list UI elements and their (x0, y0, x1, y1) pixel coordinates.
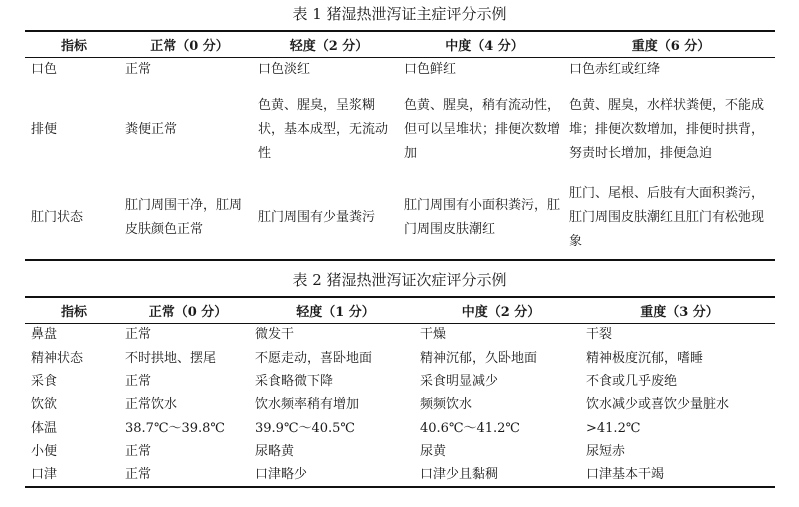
table-cell: 口色鲜红 (404, 61, 457, 77)
table-cell-indicator: 饮欲 (31, 397, 58, 413)
table-cell: 色黄、腥臭，水样状粪便，不能成堆；排便次数增加，排便时拱背，努责时长增加，排便急迫 (569, 97, 765, 161)
table-cell: 口色赤红或红绛 (569, 61, 661, 77)
table-cell: 肛门、尾根、后肢有大面积粪污，肛门周围皮肤潮红且肛门有松弛现象 (569, 186, 765, 249)
table-row (25, 417, 775, 440)
table-cell: 精神沉郁，久卧地面 (420, 350, 538, 366)
table-cell: 尿黄 (420, 444, 447, 460)
table-cell: 肛门周围干净，肛周皮肤颜色正常 (125, 198, 243, 237)
table-cell: 粪便正常 (125, 121, 178, 137)
table-cell: 正常饮水 (125, 397, 178, 413)
table-cell: 采食明显减少 (420, 373, 499, 389)
table-row (25, 82, 775, 178)
table1-header-mild: 轻度（2 分） (289, 38, 369, 54)
table1-header-row (25, 31, 775, 57)
table2-caption: 表 2 猪湿热泄泻证次症评分示例 (292, 271, 507, 289)
table-cell: 正常 (125, 327, 152, 343)
table1-caption: 表 1 猪湿热泄泻证主症评分示例 (292, 5, 507, 23)
table-cell: 正常 (125, 444, 152, 460)
table-cell: 饮水减少或喜饮少量脏水 (586, 397, 730, 413)
table2-header-moderate: 中度（2 分） (461, 304, 541, 320)
table-cell: 肛门周围有少量粪污 (258, 210, 376, 225)
table-cell: 不愿走动，喜卧地面 (255, 350, 373, 366)
table-cell: 干裂 (586, 327, 613, 343)
table-cell: 口津基本干竭 (586, 467, 665, 483)
table-cell: 肛门周围有小面积粪污，肛门周围皮肤潮红 (404, 198, 561, 237)
table-cell: 正常 (125, 373, 152, 389)
table-cell: 色黄、腥臭，呈浆糊状，基本成型，无流动性 (258, 97, 389, 161)
table-cell-indicator: 体温 (31, 420, 58, 436)
table2-header-normal: 正常（0 分） (148, 304, 228, 320)
table1-header-indicator: 指标 (60, 38, 87, 54)
table-cell-indicator: 口津 (31, 467, 58, 483)
table-cell: 正常 (125, 467, 152, 483)
table-row (25, 178, 775, 260)
table-cell-indicator: 排便 (31, 121, 58, 137)
table-cell-indicator: 口色 (31, 61, 58, 77)
table2-header-mild: 轻度（1 分） (296, 304, 375, 320)
table-cell: 饮水频率稍有增加 (255, 397, 360, 413)
table2-header-row (25, 297, 775, 323)
table-cell: 尿略黄 (255, 444, 295, 460)
table-cell: 口色淡红 (258, 61, 311, 77)
table-row (25, 440, 775, 463)
table-cell: 干燥 (420, 327, 447, 343)
table-cell: 频频饮水 (420, 397, 473, 413)
table-cell-indicator: 肛门状态 (31, 210, 84, 225)
table-row (25, 393, 775, 416)
table-cell: 采食略微下降 (255, 373, 334, 389)
table-cell: 不食或几乎废绝 (586, 373, 678, 389)
table-cell-indicator: 小便 (31, 444, 58, 460)
table-row (25, 463, 775, 486)
table-cell: >41.2℃ (586, 420, 641, 436)
table2-secondary-symptom-scores (25, 296, 775, 488)
table-cell: 39.9℃～40.5℃ (255, 420, 355, 436)
table-row (25, 323, 775, 346)
table2-header-severe: 重度（3 分） (640, 304, 719, 320)
table-row (25, 346, 775, 369)
table-cell: 口津少且黏稠 (420, 467, 499, 483)
table-row (25, 57, 775, 82)
table-cell: 38.7℃～39.8℃ (125, 420, 225, 436)
table-cell: 色黄、腥臭，稍有流动性，但可以呈堆状；排便次数增加 (404, 97, 561, 161)
table-cell-indicator: 采食 (31, 373, 58, 389)
table-cell: 微发干 (255, 327, 295, 343)
table1-header-moderate: 中度（4 分） (445, 38, 524, 54)
table1-header-severe: 重度（6 分） (631, 38, 711, 54)
table1-main-symptom-scores (25, 30, 775, 261)
table-cell-indicator: 精神状态 (31, 350, 84, 366)
table-cell: 尿短赤 (586, 444, 626, 460)
table-cell: 40.6℃～41.2℃ (420, 420, 520, 436)
table-cell-indicator: 鼻盘 (31, 327, 58, 343)
table1-header-normal: 正常（0 分） (150, 38, 229, 54)
table-cell: 不时拱地、摆尾 (125, 350, 217, 366)
table-cell: 正常 (125, 61, 152, 77)
table-cell: 精神极度沉郁，嗜睡 (586, 350, 704, 366)
table-cell: 口津略少 (255, 467, 308, 483)
table2-header-indicator: 指标 (60, 304, 87, 320)
table-row (25, 370, 775, 393)
